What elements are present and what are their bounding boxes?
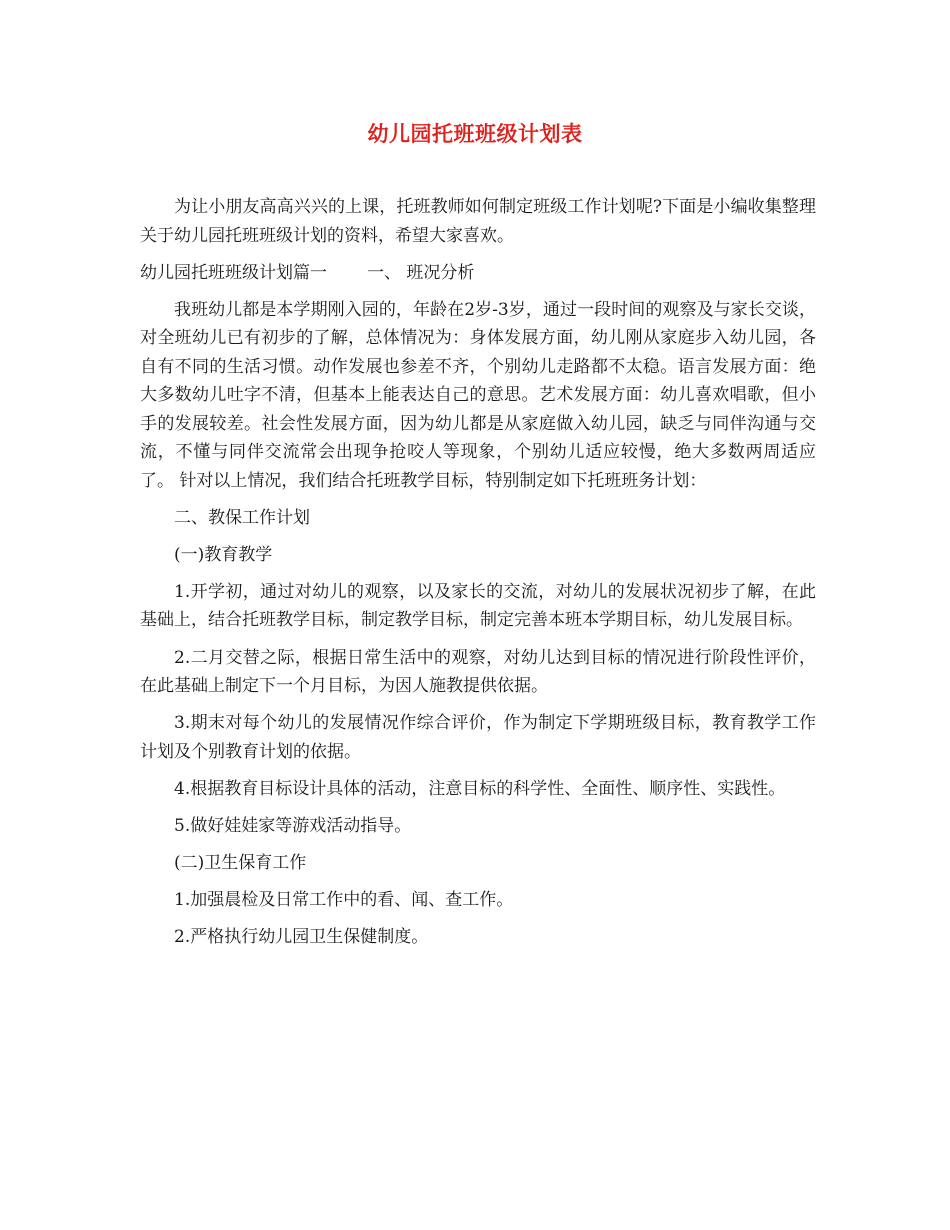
section-heading-line	[140, 259, 816, 288]
education-item-3: 3.期末对每个幼儿的发展情况作综合评价，作为制定下学期班级目标，教育教学工作计划及个别教育计划的依据。	[140, 713, 816, 762]
health-item-1: 1.加强晨检及日常工作中的看、闻、查工作。	[174, 890, 514, 911]
section-2-heading: 二、教保工作计划	[174, 507, 310, 528]
subsection-health-heading: (二)卫生保育工作	[174, 852, 307, 873]
education-item-1: 1.开学初，通过对幼儿的观察，以及家长的交流，对幼儿的发展状况初步了解，在此基础上，结合托班教学目标，制定教学目标，制定完善本班本学期目标，幼儿发展目标。	[140, 581, 816, 631]
analysis-paragraph: 我班幼儿都是本学期刚入园的，年龄在2岁-3岁，通过一段时间的观察及与家长交谈，对全班幼儿已有初步的了解，总体情况为：身体发展方面，幼儿刚从家庭步入幼儿园，各自有不同的生活习惯。动作发展也参差不齐，个别幼儿走路都不太稳。语言发展方面：绝大多数幼儿吐字不清，但基本上能表达自己的意思。艺术发展方面：幼儿喜欢唱歌，但小手的发展较差。社会性发展方面，因为幼儿都是从家庭做入幼儿园，缺乏与同伴沟通与交流，不懂与同伴交流常会出现争抢咬人等现象，个别幼儿适应较慢，绝大多数两周适应了。 针对以上情况，我们结合托班教学目标，特别制定如下托班班务计划：	[140, 299, 816, 491]
education-item-2: 2.二月交替之际，根据日常生活中的观察，对幼儿达到目标的情况进行阶段性评价，在此基础上制定下一个月目标，为因人施教提供依据。	[140, 647, 816, 697]
health-item-2: 2.严格执行幼儿园卫生保健制度。	[174, 927, 429, 948]
document-body	[140, 193, 816, 960]
education-item-5: 5.做好娃娃家等游戏活动指导。	[174, 815, 412, 836]
document-title: 幼儿园托班班级计划表	[367, 121, 583, 146]
subsection-education-heading: (一)教育教学	[174, 544, 273, 565]
section-heading-right: 一、 班况分析	[367, 262, 475, 283]
section-heading-left: 幼儿园托班班级计划篇一	[140, 262, 327, 283]
education-item-4: 4.根据教育目标设计具体的活动，注意目标的科学性、全面性、顺序性、实践性。	[174, 778, 786, 799]
intro-paragraph: 为让小朋友高高兴兴的上课，托班教师如何制定班级工作计划呢?下面是小编收集整理关于幼儿园托班班级计划的资料，希望大家喜欢。	[140, 197, 816, 246]
